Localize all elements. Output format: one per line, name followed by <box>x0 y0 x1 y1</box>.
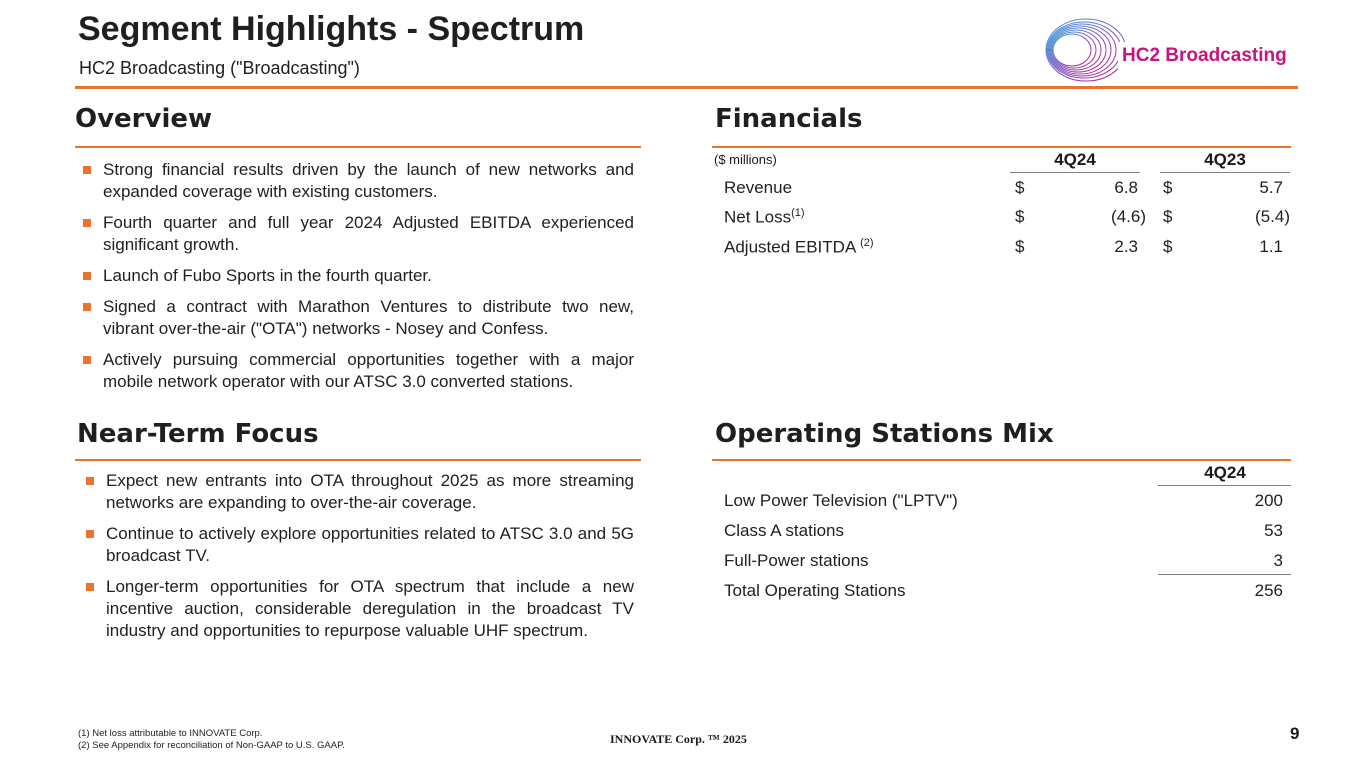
overview-divider <box>75 146 641 148</box>
row-value: 200 <box>1254 491 1283 510</box>
dollar-sign: $ <box>1015 207 1025 226</box>
row-label: Total Operating Stations <box>724 581 906 600</box>
row-label: Revenue <box>724 178 793 197</box>
stations-divider <box>712 459 1291 461</box>
stations-col-underline <box>1158 485 1291 486</box>
value-4q24: (4.6) <box>1111 207 1146 226</box>
financials-col-underline <box>1010 172 1140 173</box>
list-item: Actively pursuing commercial opportunities together with a major mobile network operator with our ATSC 3.0 converted stations. <box>83 349 634 393</box>
financials-col-4q23: 4Q23 <box>1204 150 1246 169</box>
bullet-square-icon <box>86 530 94 538</box>
list-item: Fourth quarter and full year 2024 Adjusted EBITDA experienced significant growth. <box>83 212 634 256</box>
value-4q23: 1.1 <box>1259 237 1283 256</box>
bullet-square-icon <box>83 303 91 311</box>
financials-heading: Financials <box>715 104 863 134</box>
list-item: Launch of Fubo Sports in the fourth quarter. <box>83 265 634 287</box>
list-item: Continue to actively explore opportunities related to ATSC 3.0 and 5G broadcast TV. <box>86 523 634 567</box>
bullet-square-icon <box>86 583 94 591</box>
overview-list <box>83 159 634 402</box>
page-title: Segment Highlights - Spectrum <box>78 10 585 48</box>
bullet-square-icon <box>83 272 91 280</box>
list-item: Longer-term opportunities for OTA spectrum that include a new incentive auction, considerable deregulation in the broadcast TV industry and opportunities to repurpose valuable UHF spectrum. <box>86 576 634 642</box>
row-label: Net Loss$^{(1)}$ <box>724 207 805 227</box>
bullet-square-icon <box>83 219 91 227</box>
stations-total-rule <box>1158 574 1291 575</box>
bullet-square-icon <box>83 356 91 364</box>
row-label: Full-Power stations <box>724 551 869 570</box>
list-item: Signed a contract with Marathon Ventures to distribute two new, vibrant over-the-air ("OTA") networks - Nosey and Confess. <box>83 296 634 340</box>
bullet-square-icon <box>83 166 91 174</box>
footnotes <box>78 728 345 752</box>
financials-col-4q24: 4Q24 <box>1054 150 1096 169</box>
logo-text: HC2 Broadcasting <box>1122 45 1287 66</box>
row-value: 3 <box>1273 551 1283 570</box>
dollar-sign: $ <box>1163 237 1173 256</box>
dollar-sign: $ <box>1015 178 1025 197</box>
bullet-square-icon <box>86 477 94 485</box>
financials-divider <box>712 146 1291 148</box>
dollar-sign: $ <box>1163 178 1173 197</box>
value-4q24: 6.8 <box>1114 178 1138 197</box>
row-value: 53 <box>1264 521 1283 540</box>
stations-col-4q24: 4Q24 <box>1204 463 1246 482</box>
page-subtitle: HC2 Broadcasting ("Broadcasting") <box>79 58 360 78</box>
value-4q24: 2.3 <box>1114 237 1138 256</box>
row-label: Low Power Television ("LPTV") <box>724 491 958 510</box>
row-label: Adjusted EBITDA $^{(2)}$ <box>724 237 874 257</box>
copyright: INNOVATE Corp. ™ 2025 <box>610 732 747 746</box>
overview-heading: Overview <box>75 104 213 134</box>
header-divider <box>75 86 1298 89</box>
footnote-1: (1) Net loss attributable to INNOVATE Corp. <box>78 728 263 739</box>
page-number: 9 <box>1290 724 1300 743</box>
stations-heading: Operating Stations Mix <box>715 419 1054 449</box>
row-value: 256 <box>1254 581 1283 600</box>
near-term-list <box>86 470 634 651</box>
value-4q23: (5.4) <box>1255 207 1290 226</box>
dollar-sign: $ <box>1015 237 1025 256</box>
financials-col-underline <box>1160 172 1290 173</box>
near-term-divider <box>75 459 641 461</box>
list-item: Expect new entrants into OTA throughout 2025 as more streaming networks are expanding to over-the-air coverage. <box>86 470 634 514</box>
footnote-2: (2) See Appendix for reconciliation of Non-GAAP to U.S. GAAP. <box>78 740 345 751</box>
row-label: Class A stations <box>724 521 845 540</box>
dollar-sign: $ <box>1163 207 1173 226</box>
near-term-heading: Near-Term Focus <box>77 419 319 449</box>
value-4q23: 5.7 <box>1259 178 1283 197</box>
list-item: Strong financial results driven by the launch of new networks and expanded coverage with existing customers. <box>83 159 634 203</box>
financials-unit-note: ($ millions) <box>714 152 777 167</box>
